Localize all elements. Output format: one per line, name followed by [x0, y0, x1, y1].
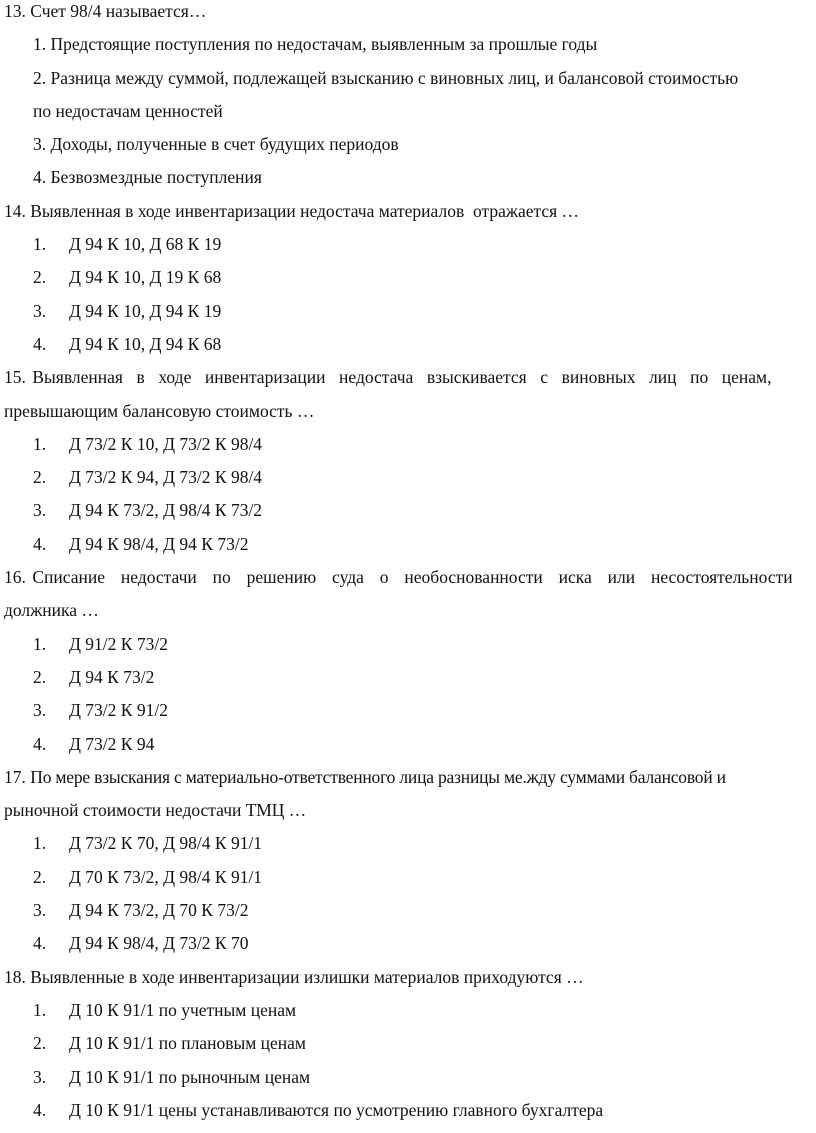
question-text: Выявленные в ходе инвентаризации излишки материалов приходуются … — [30, 966, 584, 987]
question-text-line-1: По мере взыскания с материально-ответственного лица разницы ме.жду суммами балансовой и — [30, 766, 726, 787]
option-text: Д 94 К 73/2 — [69, 666, 155, 687]
question-15-option-2 — [4, 461, 812, 494]
option-number: 2. — [33, 67, 47, 88]
option-text: Д 91/2 К 73/2 — [69, 633, 168, 654]
option-text: Д 94 К 10, Д 94 К 68 — [69, 333, 222, 354]
option-number: 3. — [33, 700, 47, 721]
question-17-option-3 — [4, 894, 812, 927]
question-14-option-4 — [4, 328, 812, 361]
question-18-title — [4, 961, 812, 994]
question-15-option-3 — [4, 494, 812, 527]
question-16-title-continuation — [4, 594, 812, 627]
option-text: Д 10 К 91/1 цены устанавливаются по усмотрению главного бухгалтера — [69, 1099, 604, 1120]
option-number: 4. — [33, 933, 47, 954]
option-text: Д 10 К 91/1 по учетным ценам — [69, 999, 297, 1020]
question-number: 17. — [4, 766, 26, 787]
option-number: 3. — [33, 1066, 47, 1087]
option-number: 2. — [33, 467, 47, 488]
option-number: 1. — [33, 833, 47, 854]
question-17-option-1 — [4, 827, 812, 860]
question-15-title — [4, 361, 812, 394]
question-13-option-2 — [4, 62, 812, 95]
question-text-line-2: рыночной стоимости недостачи ТМЦ … — [4, 800, 307, 821]
question-text-line-2: превышающим балансовую стоимость … — [4, 400, 315, 421]
option-number: 1. — [33, 234, 47, 255]
question-13-title — [4, 0, 812, 28]
option-number: 1. — [33, 633, 47, 654]
question-13-option-1 — [4, 28, 812, 61]
question-13-option-2-continuation — [4, 95, 812, 128]
question-15-title-continuation — [4, 395, 812, 428]
question-16-option-2 — [4, 661, 812, 694]
option-text: Разница между суммой, подлежащей взысканию с виновных лиц, и балансовой стоимостью — [50, 67, 739, 88]
option-number: 3. — [33, 900, 47, 921]
question-14-option-1 — [4, 228, 812, 261]
question-number: 15. — [4, 367, 26, 388]
option-number: 4. — [33, 733, 47, 754]
question-13-option-3 — [4, 128, 812, 161]
option-text: Д 73/2 К 91/2 — [69, 700, 168, 721]
option-text: Д 94 К 10, Д 68 К 19 — [69, 234, 222, 255]
option-text: Д 94 К 73/2, Д 70 К 73/2 — [69, 900, 249, 921]
option-text: Доходы, полученные в счет будущих периодов — [50, 134, 399, 155]
option-number: 4. — [33, 167, 47, 188]
question-number: 13. — [4, 1, 26, 21]
option-text: Д 70 К 73/2, Д 98/4 К 91/1 — [69, 866, 263, 887]
question-14-option-2 — [4, 261, 812, 294]
option-text: Д 94 К 98/4, Д 73/2 К 70 — [69, 933, 249, 954]
option-text: Д 94 К 73/2, Д 98/4 К 73/2 — [69, 500, 263, 521]
option-number: 4. — [33, 533, 47, 554]
question-15-option-4 — [4, 528, 812, 561]
option-number: 1. — [33, 34, 47, 55]
question-number: 14. — [4, 200, 26, 221]
option-number: 3. — [33, 300, 47, 321]
question-17-title — [4, 761, 812, 794]
option-number: 4. — [33, 1099, 47, 1120]
option-number: 2. — [33, 666, 47, 687]
option-number: 3. — [33, 500, 47, 521]
option-number: 4. — [33, 333, 47, 354]
option-text: Предстоящие поступления по недостачам, выявленным за прошлые годы — [50, 34, 598, 55]
question-text-line-1: Списание недостачи по решению суда о необоснованности иска или несостоятельности — [32, 567, 793, 588]
question-17-title-continuation — [4, 794, 812, 827]
question-text: Выявленная в ходе инвентаризации недостача материалов отражается … — [30, 200, 580, 221]
option-number: 1. — [33, 999, 47, 1020]
question-text-line-2: должника … — [4, 600, 99, 621]
question-18-option-1 — [4, 994, 812, 1027]
option-number: 2. — [33, 267, 47, 288]
question-14-option-3 — [4, 295, 812, 328]
question-16-option-1 — [4, 628, 812, 661]
question-16-option-4 — [4, 728, 812, 761]
question-13-option-4 — [4, 161, 812, 194]
question-18-option-4 — [4, 1094, 812, 1127]
question-text-line-1: Выявленная в ходе инвентаризации недостача взыскивается с виновных лиц по ценам, — [32, 367, 772, 388]
option-text: Д 73/2 К 70, Д 98/4 К 91/1 — [69, 833, 263, 854]
option-text: Д 73/2 К 94, Д 73/2 К 98/4 — [69, 467, 263, 488]
option-number: 2. — [33, 866, 47, 887]
question-18-option-3 — [4, 1061, 812, 1094]
option-text: Д 73/2 К 10, Д 73/2 К 98/4 — [69, 433, 263, 454]
question-16-option-3 — [4, 694, 812, 727]
question-text: Счет 98/4 называется… — [30, 1, 207, 21]
question-15-option-1 — [4, 428, 812, 461]
question-16-title — [4, 561, 812, 594]
question-14-title — [4, 195, 812, 228]
option-text: Д 73/2 К 94 — [69, 733, 155, 754]
option-text: Д 10 К 91/1 по плановым ценам — [69, 1033, 307, 1054]
option-text: Д 94 К 10, Д 94 К 19 — [69, 300, 222, 321]
option-text: Д 94 К 10, Д 19 К 68 — [69, 267, 222, 288]
option-text: Д 10 К 91/1 по рыночным ценам — [69, 1066, 311, 1087]
option-number: 3. — [33, 134, 47, 155]
option-number: 2. — [33, 1033, 47, 1054]
option-number: 1. — [33, 433, 47, 454]
option-text: Д 94 К 98/4, Д 94 К 73/2 — [69, 533, 249, 554]
question-number: 18. — [4, 966, 26, 987]
question-17-option-4 — [4, 927, 812, 960]
question-number: 16. — [4, 567, 26, 588]
option-text-continuation: по недостачам ценностей — [33, 100, 223, 121]
question-17-option-2 — [4, 861, 812, 894]
question-18-option-2 — [4, 1027, 812, 1060]
option-text: Безвозмездные поступления — [50, 167, 262, 188]
